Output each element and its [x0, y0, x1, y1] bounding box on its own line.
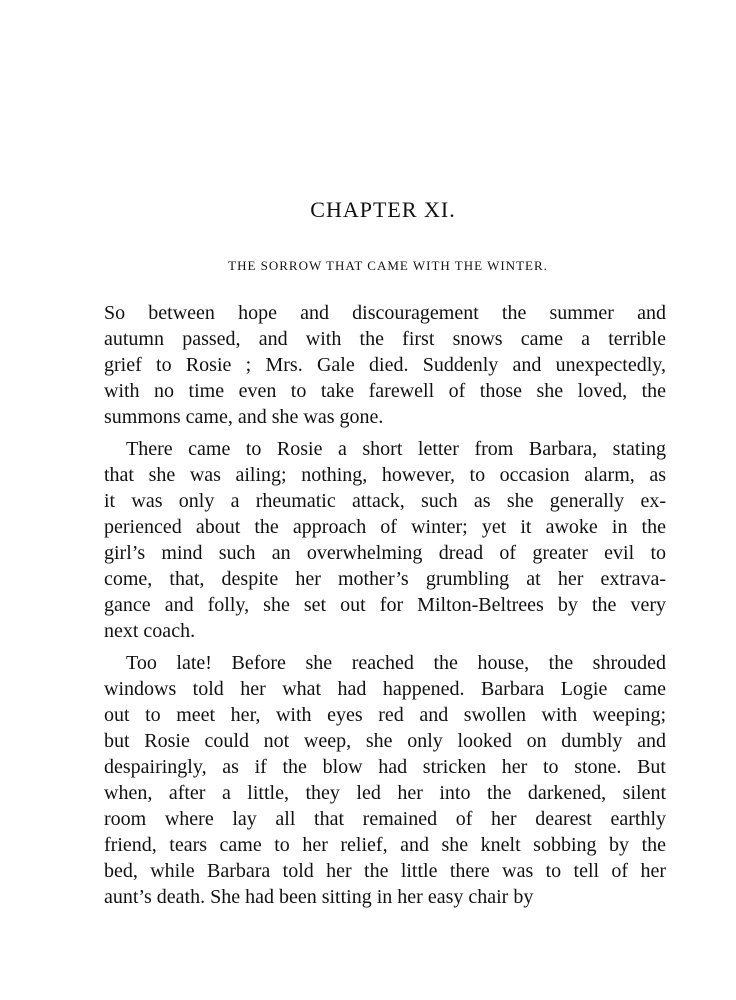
text-line: Too late! Before she reached the house, the shrouded	[126, 652, 666, 674]
text-line: gance and folly, she set out for Milton-Beltrees by the very	[104, 594, 666, 616]
text-line: windows told her what had happened. Barbara Logie came	[104, 678, 666, 700]
text-line: with no time even to take farewell of those she loved, the	[104, 380, 666, 402]
text-line: but Rosie could not weep, she only looked on dumbly and	[104, 730, 666, 752]
text-line: So between hope and discouragement the summer and	[104, 302, 666, 324]
text-line: aunt’s death. She had been sitting in her easy chair by	[104, 886, 534, 908]
text-line: There came to Rosie a short letter from Barbara, stating	[126, 438, 666, 460]
text-line: girl’s mind such an overwhelming dread of greater evil to	[104, 542, 666, 564]
paragraph	[104, 650, 666, 910]
text-line: out to meet her, with eyes red and swollen with weeping;	[104, 704, 666, 726]
chapter-subtitle: THE SORROW THAT CAME WITH THE WINTER.	[228, 258, 548, 273]
text-line: despairingly, as if the blow had stricken her to stone. But	[104, 756, 666, 778]
text-line: grief to Rosie ; Mrs. Gale died. Suddenly and unexpectedly,	[104, 354, 666, 376]
text-line: friend, tears came to her relief, and she knelt sobbing by the	[104, 834, 666, 856]
text-line: bed, while Barbara told her the little there was to tell of her	[104, 860, 666, 882]
paragraph	[104, 436, 666, 644]
chapter-body	[104, 300, 666, 910]
text-line: come, that, despite her mother’s grumbling at her extrava-	[104, 568, 666, 590]
text-line: perienced about the approach of winter; yet it awoke in the	[104, 516, 666, 538]
text-line: that she was ailing; nothing, however, to occasion alarm, as	[104, 464, 666, 486]
paragraph	[104, 300, 666, 430]
text-line: when, after a little, they led her into the darkened, silent	[104, 782, 666, 804]
text-line: next coach.	[104, 620, 196, 642]
text-line: autumn passed, and with the first snows came a terrible	[104, 328, 666, 350]
text-line: summons came, and she was gone.	[104, 406, 384, 428]
text-line: room where lay all that remained of her dearest earthly	[104, 808, 666, 830]
chapter-title: CHAPTER XI.	[310, 197, 456, 222]
text-line: it was only a rheumatic attack, such as she generally ex-	[104, 490, 666, 512]
